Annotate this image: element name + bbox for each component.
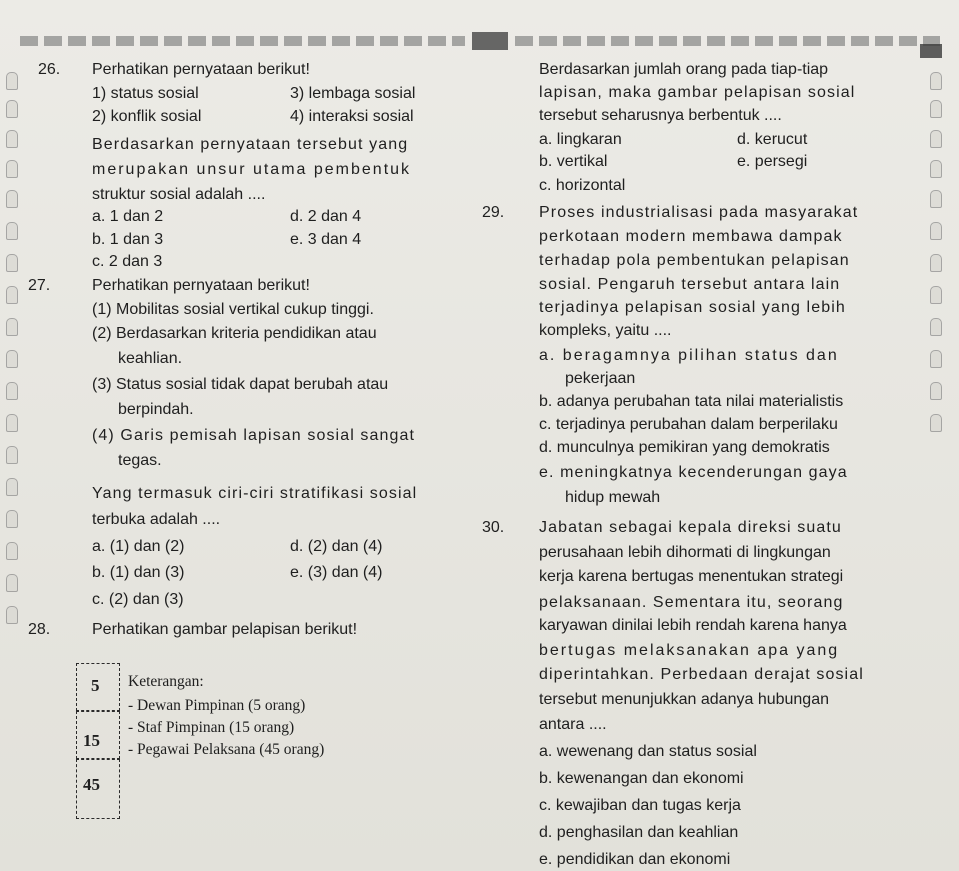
statement-item: berpindah. xyxy=(118,401,194,418)
question-number: 27. xyxy=(28,277,51,294)
option-c[interactable]: c. 2 dan 3 xyxy=(92,253,163,270)
question-text: terhadap pola pembentukan pelapisan xyxy=(539,252,850,269)
question-text: Jabatan sebagai kepala direksi suatu xyxy=(539,519,842,536)
option-b[interactable]: b. adanya perubahan tata nilai materialistis xyxy=(539,393,844,410)
statement-item: (1) Mobilitas sosial vertikal cukup tinggi. xyxy=(92,301,374,318)
pyramid-level-value: 5 xyxy=(91,676,100,695)
statement-item: (4) Garis pemisah lapisan sosial sangat xyxy=(92,427,416,444)
option-a[interactable]: a. 1 dan 2 xyxy=(92,208,164,225)
option-a-continued: pekerjaan xyxy=(565,370,636,387)
option-e[interactable]: e. 3 dan 4 xyxy=(290,231,362,248)
question-text: terbuka adalah .... xyxy=(92,511,221,528)
statement-item: tegas. xyxy=(118,452,162,469)
question-text: Berdasarkan pernyataan tersebut yang xyxy=(92,136,409,153)
option-d[interactable]: d. penghasilan dan keahlian xyxy=(539,824,739,841)
statement-item: 1) status sosial xyxy=(92,85,199,102)
question-text: Yang termasuk ciri-ciri stratifikasi sosial xyxy=(92,485,418,502)
question-text: terjadinya pelapisan sosial yang lebih xyxy=(539,299,846,316)
option-c[interactable]: c. horizontal xyxy=(539,177,626,194)
option-d[interactable]: d. 2 dan 4 xyxy=(290,208,362,225)
question-number: 26. xyxy=(38,61,61,78)
question-text: lapisan, maka gambar pelapisan sosial xyxy=(539,84,856,101)
question-number: 29. xyxy=(482,204,505,221)
option-a[interactable]: a. beragamnya pilihan status dan xyxy=(539,347,839,364)
question-stem: Perhatikan pernyataan berikut! xyxy=(92,61,310,78)
option-c[interactable]: c. terjadinya perubahan dalam berperilaku xyxy=(539,416,838,433)
statement-item: (2) Berdasarkan kriteria pendidikan atau xyxy=(92,325,377,342)
question-stem: Perhatikan gambar pelapisan berikut! xyxy=(92,621,358,638)
option-d[interactable]: d. (2) dan (4) xyxy=(290,538,383,555)
question-text: pelaksanaan. Sementara itu, seorang xyxy=(539,594,844,611)
question-text: sosial. Pengaruh tersebut antara lain xyxy=(539,276,841,293)
question-text: tersebut menunjukkan adanya hubungan xyxy=(539,691,829,708)
statement-item: 4) interaksi sosial xyxy=(290,108,414,125)
question-text: perusahaan lebih dihormati di lingkungan xyxy=(539,544,831,561)
option-e-continued: hidup mewah xyxy=(565,489,661,506)
question-text: struktur sosial adalah .... xyxy=(92,186,266,203)
option-b[interactable]: b. vertikal xyxy=(539,153,608,170)
option-a[interactable]: a. (1) dan (2) xyxy=(92,538,185,555)
option-d[interactable]: d. kerucut xyxy=(737,131,808,148)
option-b[interactable]: b. 1 dan 3 xyxy=(92,231,164,248)
question-text: Berdasarkan jumlah orang pada tiap-tiap xyxy=(539,61,829,78)
option-c[interactable]: c. (2) dan (3) xyxy=(92,591,184,608)
option-e[interactable]: e. pendidikan dan ekonomi xyxy=(539,851,731,868)
question-text: Proses industrialisasi pada masyarakat xyxy=(539,204,859,221)
question-text: merupakan unsur utama pembentuk xyxy=(92,161,412,178)
option-b[interactable]: b. (1) dan (3) xyxy=(92,564,185,581)
option-a[interactable]: a. lingkaran xyxy=(539,131,622,148)
option-e[interactable]: e. (3) dan (4) xyxy=(290,564,383,581)
option-a[interactable]: a. wewenang dan status sosial xyxy=(539,743,757,760)
question-text: karyawan dinilai lebih rendah karena hanya xyxy=(539,617,847,634)
question-text: kerja karena bertugas menentukan strategi xyxy=(539,568,844,585)
question-stem: Perhatikan pernyataan berikut! xyxy=(92,277,310,294)
option-e[interactable]: e. persegi xyxy=(737,153,808,170)
question-text: perkotaan modern membawa dampak xyxy=(539,228,843,245)
perforation-strip xyxy=(20,30,945,56)
legend-title: Keterangan: xyxy=(128,673,204,690)
question-text: diperintahkan. Perbedaan derajat sosial xyxy=(539,666,864,683)
statement-item: 3) lembaga sosial xyxy=(290,85,416,102)
statement-item: (3) Status sosial tidak dapat berubah atau xyxy=(92,376,389,393)
option-d[interactable]: d. munculnya pemikiran yang demokratis xyxy=(539,439,830,456)
statement-item: keahlian. xyxy=(118,350,183,367)
legend-item: - Staf Pimpinan (15 orang) xyxy=(128,719,295,736)
statement-item: 2) konflik sosial xyxy=(92,108,202,125)
question-text: antara .... xyxy=(539,716,607,733)
question-number: 30. xyxy=(482,519,505,536)
question-text: kompleks, yaitu .... xyxy=(539,322,672,339)
question-text: bertugas melaksanakan apa yang xyxy=(539,642,840,659)
option-c[interactable]: c. kewajiban dan tugas kerja xyxy=(539,797,741,814)
question-text: tersebut seharusnya berbentuk .... xyxy=(539,107,782,124)
pyramid-level-value: 15 xyxy=(83,731,100,750)
pyramid-level-value: 45 xyxy=(83,775,100,794)
legend-item: - Pegawai Pelaksana (45 orang) xyxy=(128,741,325,758)
option-e[interactable]: e. meningkatnya kecenderungan gaya xyxy=(539,464,848,481)
question-number: 28. xyxy=(28,621,51,638)
legend-item: - Dewan Pimpinan (5 orang) xyxy=(128,697,306,714)
option-b[interactable]: b. kewenangan dan ekonomi xyxy=(539,770,744,787)
